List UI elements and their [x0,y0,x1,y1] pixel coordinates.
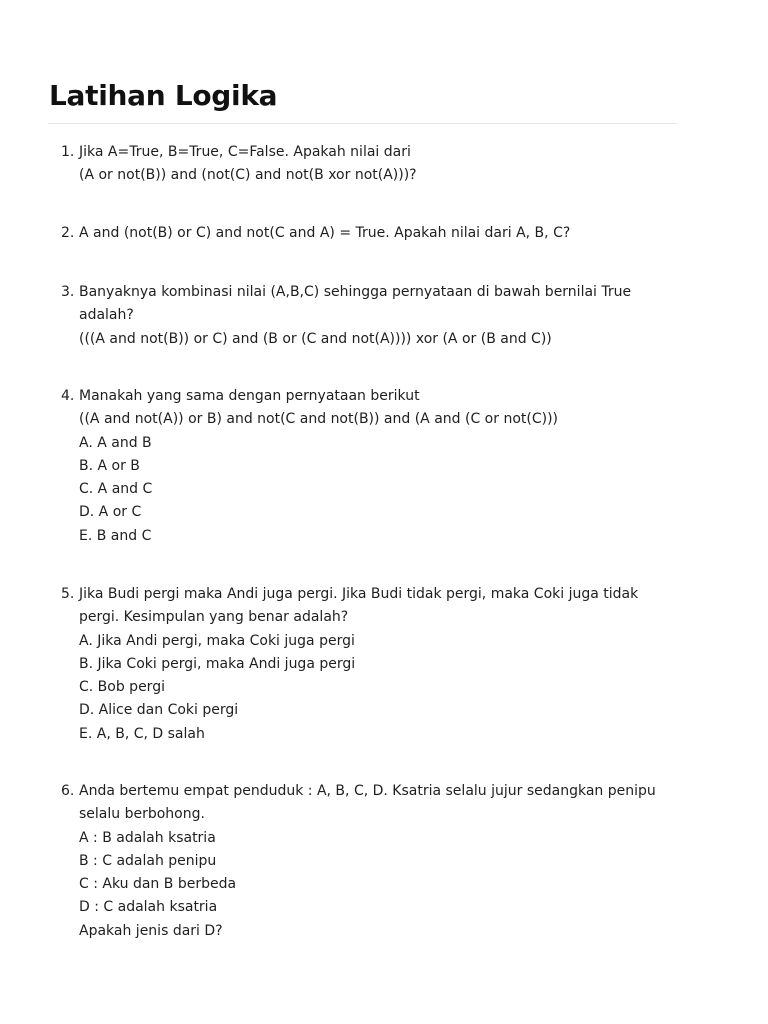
question-line: (A or not(B)) and (not(C) and not(B xor not(A)))? [79,167,417,184]
answer-option: D. Alice dan Coki pergi [79,702,239,719]
question-number: 1. [61,144,75,160]
statement-line: B : C adalah penipu [79,852,217,869]
question-line: selalu berbohong. [79,806,205,823]
question-number: 6. [61,783,75,799]
question-1 [49,141,677,188]
answer-option: E. B and C [79,527,152,544]
statement-line: C : Aku dan B berbeda [79,876,237,893]
answer-option: A. A and B [79,434,152,451]
question-2 [49,222,677,245]
question-number: 5. [61,586,75,602]
question-line: Banyaknya kombinasi nilai (A,B,C) sehingga pernyataan di bawah bernilai True [79,284,632,300]
question-number: 4. [61,388,75,404]
question-line: Jika Budi pergi maka Andi juga pergi. Jika Budi tidak pergi, maka Coki juga tidak [79,586,639,602]
statement-line: D : C adalah ksatria [79,899,218,916]
question-line: A and (not(B) or C) and not(C and A) = True. Apakah nilai dari A, B, C? [79,225,571,241]
page-title: Latihan Logika [49,79,278,112]
answer-option: E. A, B, C, D salah [79,725,205,742]
answer-option: B. Jika Coki pergi, maka Andi juga pergi [79,655,356,672]
question-number: 2. [61,225,75,241]
question-line: ((A and not(A)) or B) and not(C and not(B)) and (A and (C or not(C))) [79,411,559,428]
question-line: (((A and not(B)) or C) and (B or (C and not(A)))) xor (A or (B and C)) [79,330,552,347]
statement-line: A : B adalah ksatria [79,829,216,846]
question-5 [49,583,677,746]
answer-option: D. A or C [79,504,142,521]
question-3 [49,281,677,351]
question-line: Jika A=True, B=True, C=False. Apakah nilai dari [79,144,411,160]
question-line: Manakah yang sama dengan pernyataan berikut [79,388,420,404]
answer-option: C. A and C [79,481,153,498]
question-6 [49,780,677,943]
question-line: pergi. Kesimpulan yang benar adalah? [79,609,349,626]
question-line: adalah? [79,307,134,324]
question-line: Apakah jenis dari D? [79,922,223,939]
title-divider [49,123,677,124]
question-4 [49,385,677,548]
question-line: Anda bertemu empat penduduk : A, B, C, D. Ksatria selalu jujur sedangkan penipu [79,783,656,799]
answer-option: A. Jika Andi pergi, maka Coki juga pergi [79,632,355,649]
answer-option: C. Bob pergi [79,679,165,696]
question-number: 3. [61,284,75,300]
answer-option: B. A or B [79,457,140,474]
